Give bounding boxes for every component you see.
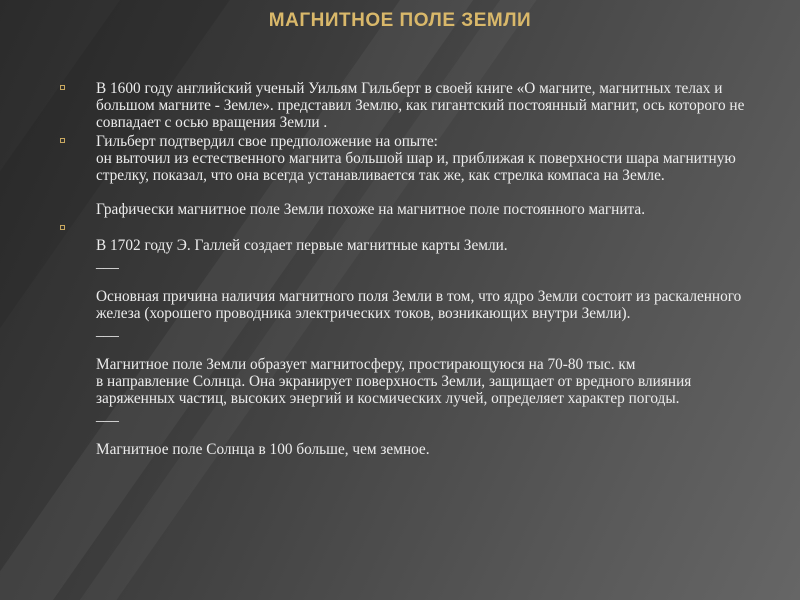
bullet-item-halley bbox=[60, 220, 760, 458]
slide-title: МАГНИТНОЕ ПОЛЕ ЗЕМЛИ bbox=[268, 10, 532, 31]
bullet-text: Графически магнитное поле Земли похоже на магнитное поле постоянного магнита. bbox=[96, 201, 646, 218]
bullet-item-gilbert-book bbox=[60, 80, 760, 131]
square-bullet-icon bbox=[60, 85, 65, 90]
separator-line: ___ bbox=[96, 407, 119, 424]
square-bullet-icon bbox=[60, 138, 65, 143]
square-bullet-icon bbox=[60, 225, 65, 230]
bullet-text: Гильберт подтвердил свое предположение на опыте: он выточил из естественного магнита большой шар и, приближая к поверхности шара магнитную стрелку, показал, что она всегда устанавливается так же, как стрелка компаса на Земле. bbox=[96, 133, 736, 184]
bullet-text: В 1600 году английский ученый Уильям Гильберт в своей книге «О магните, магнитных телах и большом магните - Земле». представил Землю, как гигантский постоянный магнит, ось которого не совпадает с осью вращения Земли . bbox=[96, 80, 745, 131]
separator-line: ___ bbox=[96, 254, 119, 271]
separator-line: ___ bbox=[96, 322, 119, 339]
paragraph-magnetosphere: Магнитное поле Земли образует магнитосферу, простирающуюся на 70-80 тыс. км в направление Солнца. Она экранирует поверхность Земли, защищает от вредного влияния заряженных частиц, высоких энергий и космических лучей, определяет характер погоды. bbox=[96, 356, 692, 407]
bullet-item-gilbert-experiment bbox=[60, 133, 760, 218]
paragraph-halley: В 1702 году Э. Галлей создает первые магнитные карты Земли. bbox=[96, 237, 508, 254]
slide-content bbox=[60, 80, 760, 458]
paragraph-core: Основная причина наличия магнитного поля Земли в том, что ядро Земли состоит из раскаленного железа (хорошего проводника электрических токов, возникающих внутри Земли). bbox=[96, 288, 742, 322]
paragraph-sun-field: Магнитное поле Солнца в 100 больше, чем земное. bbox=[96, 441, 430, 458]
